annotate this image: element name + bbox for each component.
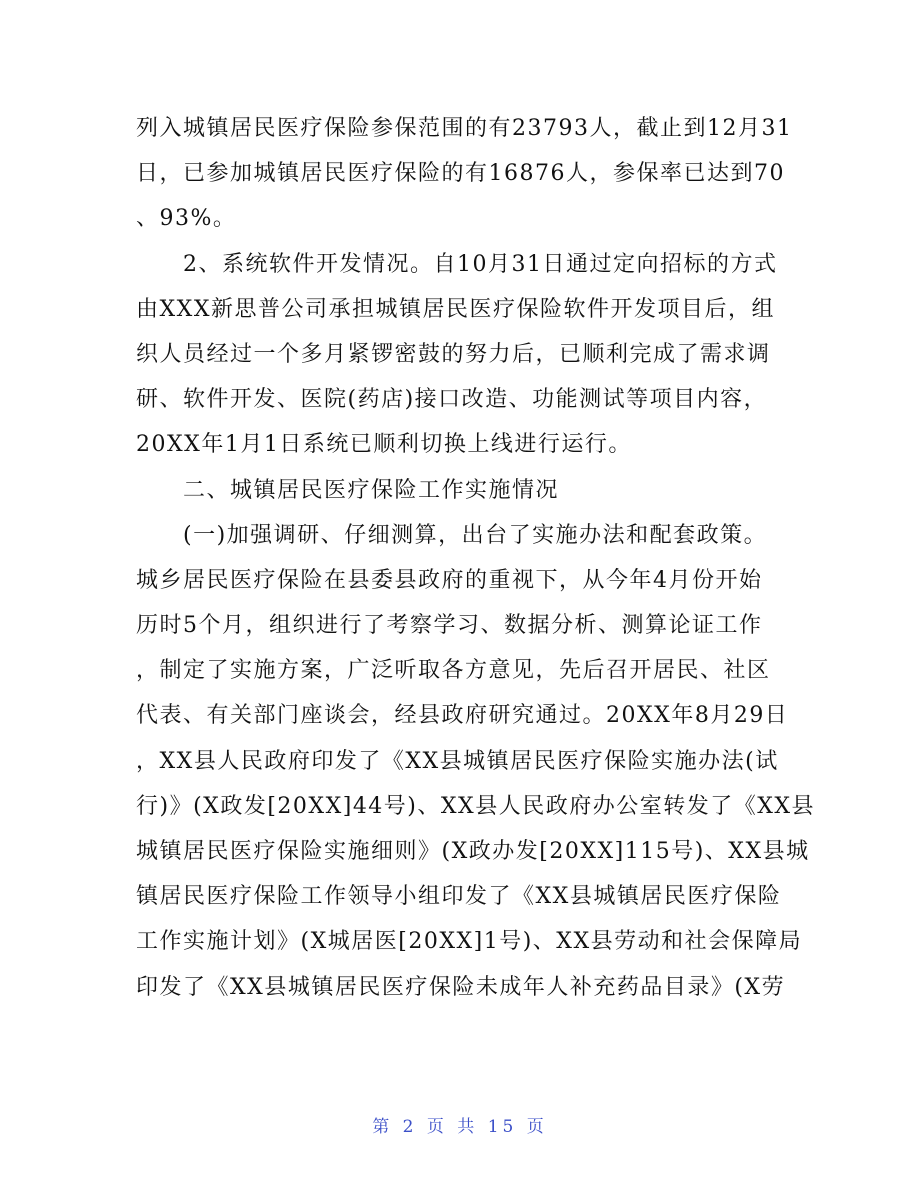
text-line: 由XXX新思普公司承担城镇居民医疗保险软件开发项目后，组 <box>136 296 775 322</box>
text-line: ，制定了实施方案，广泛听取各方意见，先后召开居民、社区 <box>136 658 771 684</box>
document-body <box>136 106 816 1010</box>
text-line: 20XX年1月1日系统已顺利切换上线进行运行。 <box>136 432 632 458</box>
text-line: 研、软件开发、医院(药店)接口改造、功能测试等项目内容， <box>136 387 768 413</box>
text-line: 工作实施计划》(X城居医[20XX]1号)、XX县劳动和社会保障局 <box>136 929 803 955</box>
text-line: 、93%。 <box>136 206 237 232</box>
text-line: ，XX县人民政府印发了《XX县城镇居民医疗保险实施办法(试 <box>136 748 779 774</box>
text-line: 历时5个月，组织进行了考察学习、数据分析、测算论证工作 <box>136 613 763 639</box>
text-line: 代表、有关部门座谈会，经县政府研究通过。20XX年8月29日 <box>136 703 789 729</box>
text-line: 2、系统软件开发情况。自10月31日通过定向招标的方式 <box>136 251 778 277</box>
text-line: 列入城镇居民医疗保险参保范围的有23793人，截止到12月31 <box>136 116 793 141</box>
section-heading: 二、城镇居民医疗保险工作实施情况 <box>136 477 560 503</box>
text-line: 城镇居民医疗保险实施细则》(X政办发[20XX]115号)、XX县城 <box>136 839 810 864</box>
subsection-heading: (一)加强调研、仔细测算，出台了实施办法和配套政策。 <box>136 522 768 548</box>
text-line: 印发了《XX县城镇居民医疗保险未成年人补充药品目录》(X劳 <box>136 974 786 1000</box>
text-line: 日，已参加城镇居民医疗保险的有16876人，参保率已达到70 <box>136 161 785 187</box>
text-line: 镇居民医疗保险工作领导小组印发了《XX县城镇居民医疗保险 <box>136 884 782 910</box>
text-line: 行)》(X政发[20XX]44号)、XX县人民政府办公室转发了《XX县 <box>136 793 816 819</box>
text-line: 城乡居民医疗保险在县委县政府的重视下，从今年4月份开始 <box>136 567 763 593</box>
text-line: 织人员经过一个多月紧锣密鼓的努力后，已顺利完成了需求调 <box>136 341 771 367</box>
page-number-footer: 第 2 页 共 15 页 <box>372 1117 548 1137</box>
